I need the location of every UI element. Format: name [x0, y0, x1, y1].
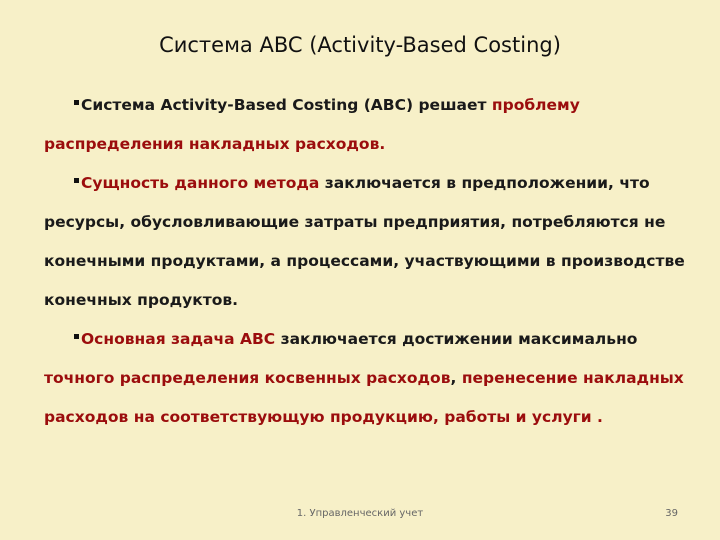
- bullet-3: [74, 330, 81, 348]
- slide-footer: 1. Управленческий учет: [296, 508, 424, 519]
- p2-highlight: Сущность данного метода: [81, 174, 320, 192]
- paragraph-2: [44, 164, 694, 320]
- p3-highlight-3: перенесение накладных расходов на соответствующую продукцию, работы и услуги .: [44, 369, 684, 426]
- p3-highlight-1: Основная задача ABC: [81, 330, 276, 348]
- slide-body: [44, 86, 694, 437]
- bullet-1: [74, 96, 81, 114]
- p3-text-2: ,: [450, 369, 462, 387]
- square-bullet-icon: [74, 334, 79, 339]
- p3-text-1: заключается достижении максимально: [275, 330, 638, 348]
- paragraph-3: [44, 320, 694, 437]
- p1-text: Система Activity-Based Costing (ABC) решает: [81, 96, 492, 114]
- p3-highlight-2: точного распределения косвенных расходов: [44, 369, 451, 387]
- p2-text: заключается в предположении, что ресурсы, обусловливающие затраты предприятия, потребляются не конечными продуктами, а процессами, участвующими в производстве конечных продуктов.: [44, 174, 685, 309]
- bullet-2: [74, 174, 81, 192]
- page-number: 39: [665, 508, 678, 519]
- slide-title: Система ABC (Activity-Based Costing): [159, 33, 561, 57]
- paragraph-1: [44, 86, 694, 164]
- square-bullet-icon: [74, 100, 79, 105]
- square-bullet-icon: [74, 178, 79, 183]
- p1-highlight: проблему распределения накладных расходов.: [44, 96, 580, 153]
